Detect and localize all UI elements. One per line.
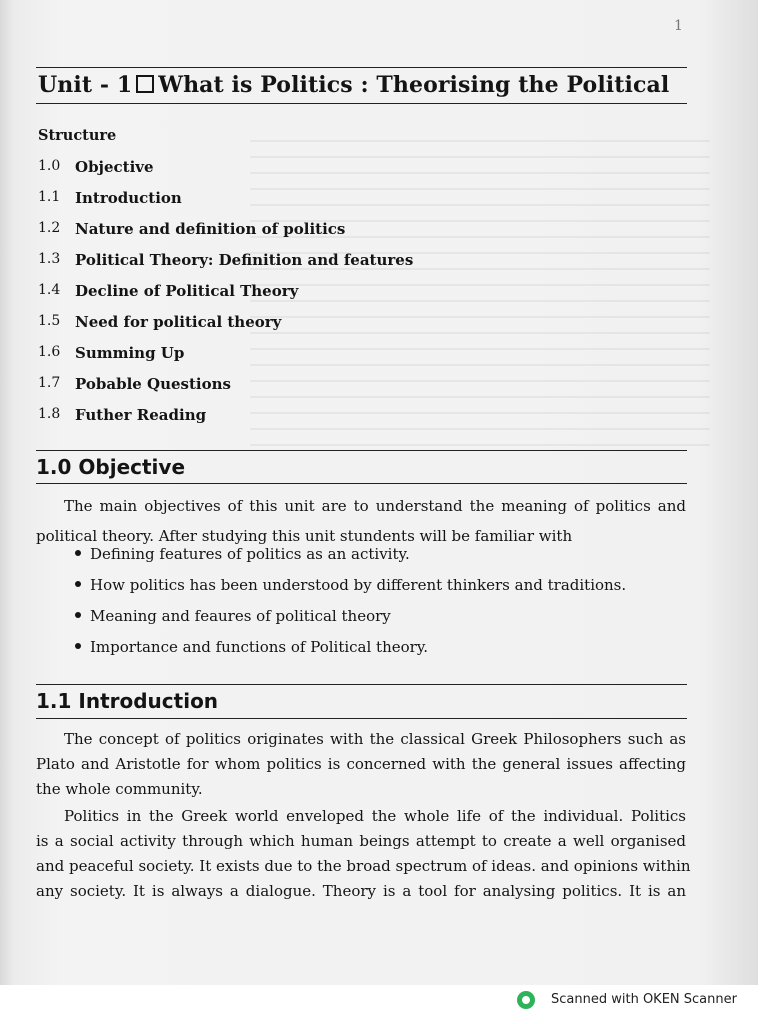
introduction-bottom-rule: [36, 718, 687, 719]
introduction-paragraph-2: [36, 804, 691, 904]
toc-label: Political Theory: Definition and features: [75, 251, 414, 269]
bullet-dot-icon: [75, 550, 81, 556]
paragraph-line: The main objectives of this unit are to understand the meaning of politics and: [64, 497, 686, 515]
scanner-watermark: Scanned with OKEN Scanner: [551, 992, 737, 1007]
toc-number: 1.6: [38, 344, 61, 360]
toc-number: 1.2: [38, 220, 61, 236]
bullet-item: [75, 607, 391, 625]
oken-logo-icon: [517, 991, 535, 1009]
toc-label: Pobable Questions: [75, 375, 231, 393]
paragraph-line: the whole community.: [36, 780, 203, 798]
toc-label: Introduction: [75, 189, 182, 207]
objective-bottom-rule: [36, 483, 687, 484]
objective-top-rule: [36, 450, 687, 451]
paragraph-line: is a social activity through which human beings attempt to create a well organised: [36, 832, 686, 850]
page-marker: 1: [674, 18, 683, 34]
toc-number: 1.7: [38, 375, 61, 391]
bullet-item: [75, 545, 410, 563]
bullet-text: How politics has been understood by different thinkers and traditions.: [90, 576, 627, 594]
bleed-through-text: [250, 140, 710, 450]
introduction-heading: 1.1 Introduction: [36, 689, 219, 713]
unit-title: [38, 72, 688, 98]
toc-number: 1.5: [38, 313, 61, 329]
structure-heading: Structure: [38, 127, 117, 144]
introduction-paragraph-1: [36, 727, 686, 802]
square-bullet-icon: [136, 75, 154, 93]
objective-heading: 1.0 Objective: [36, 455, 186, 479]
toc-label: Futher Reading: [75, 406, 207, 424]
toc-number: 1.1: [38, 189, 61, 205]
bullet-text: Defining features of politics as an activity.: [90, 545, 410, 563]
toc-label: Nature and definition of politics: [75, 220, 346, 238]
paragraph-line: and peaceful society. It exists due to the broad spectrum of ideas. and opinions within: [36, 857, 691, 875]
introduction-top-rule: [36, 684, 687, 685]
bullet-dot-icon: [75, 643, 81, 649]
paragraph-line: political theory. After studying this unit stundents will be familiar with: [36, 527, 573, 545]
paragraph-line: Plato and Aristotle for whom politics is concerned with the general issues affecting: [36, 755, 686, 773]
toc-label: Summing Up: [75, 344, 185, 362]
unit-number: Unit - 1: [38, 72, 133, 98]
unit-title-text: What is Politics : Theorising the Political: [158, 72, 670, 98]
title-bottom-rule: [36, 103, 687, 104]
toc-number: 1.3: [38, 251, 61, 267]
paragraph-line: any society. It is always a dialogue. Theory is a tool for analysing politics. It is an: [36, 882, 686, 900]
bullet-item: [75, 638, 428, 656]
bullet-item: [75, 576, 626, 594]
objective-paragraph: [36, 491, 686, 551]
bullet-text: Importance and functions of Political theory.: [90, 638, 429, 656]
paragraph-line: Politics in the Greek world enveloped the whole life of the individual. Politics: [64, 807, 686, 825]
toc-label: Need for political theory: [75, 313, 282, 331]
toc-label: Decline of Political Theory: [75, 282, 299, 300]
toc-number: 1.0: [38, 158, 61, 174]
bullet-dot-icon: [75, 612, 81, 618]
bullet-text: Meaning and feaures of political theory: [90, 607, 391, 625]
toc-number: 1.4: [38, 282, 61, 298]
paragraph-line: The concept of politics originates with the classical Greek Philosophers such as: [64, 730, 686, 748]
toc-number: 1.8: [38, 406, 61, 422]
title-top-rule: [36, 67, 687, 68]
toc-label: Objective: [75, 158, 154, 176]
bullet-dot-icon: [75, 581, 81, 587]
